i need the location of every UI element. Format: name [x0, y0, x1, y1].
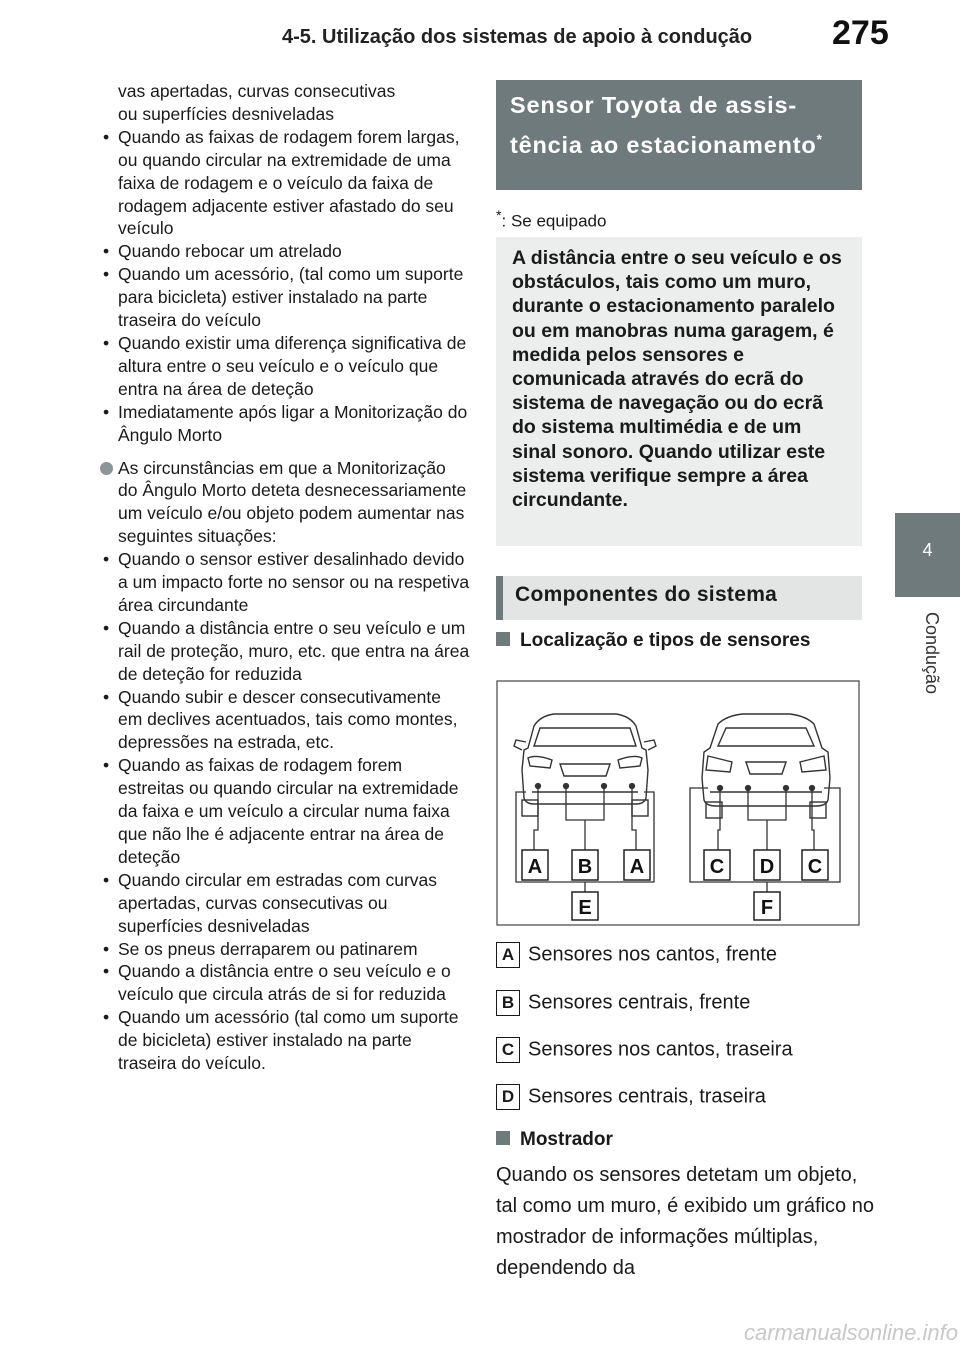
- list-item: • Quando circular em estradas com curvas apertadas, curvas consecutivas ou superfícies desniveladas: [100, 869, 470, 938]
- legend-key-a: A: [496, 942, 520, 968]
- legend-text-d: Sensores centrais, traseira: [528, 1085, 766, 1108]
- watermark: carmanualsonline.info: [743, 1320, 958, 1345]
- square-bullet-icon: [496, 1131, 510, 1145]
- list-item: • Se os pneus derraparem ou patinarem: [100, 938, 470, 961]
- legend-key-c: C: [496, 1037, 520, 1063]
- continued-line-2: ou superfícies desniveladas: [118, 103, 334, 124]
- label-c-left: C: [709, 856, 725, 878]
- intro-text: A distância entre o seu veículo e os obstáculos, tais como um muro, durante o estacionamento paralelo ou em manobras numa garagem, é medida pelos sensores e comunicada através do ecrã do sistema de navegação ou do ecrã do sistema multimédia e de um sinal sonoro. Quando utilizar este sistema verifique sempre a área circundante.: [512, 247, 842, 512]
- intro-box: [496, 237, 862, 546]
- list-item: • Quando um acessório (tal como um suporte de bicicleta) estiver instalado na parte traseira do veículo.: [100, 1006, 470, 1075]
- label-d: D: [759, 856, 775, 878]
- legend-item-a: [496, 942, 777, 970]
- display-paragraph: Quando os sensores detetam um objeto, tal como um muro, é exibido um gráfico no mostrador de informações múltiplas, dependendo da: [496, 1164, 874, 1279]
- left-column: [100, 80, 470, 1075]
- page-number: 275: [832, 14, 889, 52]
- sensor-diagram: [496, 680, 860, 926]
- square-bullet-icon: [496, 632, 510, 646]
- sensor-location-heading-text: Localização e tipos de sensores: [520, 630, 811, 651]
- label-f: F: [760, 897, 774, 919]
- continued-text: [100, 80, 470, 126]
- info-paragraph: [100, 457, 470, 549]
- legend-text-b: Sensores centrais, frente: [528, 991, 751, 1014]
- legend-key-b: B: [496, 990, 520, 1016]
- legend-item-d: [496, 1084, 766, 1112]
- list-item: • Quando um acessório, (tal como um suporte para bicicleta) estiver instalado na parte traseira do veículo: [100, 263, 470, 332]
- label-e: E: [578, 897, 592, 919]
- chapter-label: Condução: [922, 612, 942, 695]
- legend-text-c: Sensores nos cantos, traseira: [528, 1038, 793, 1061]
- footnote: [496, 208, 606, 232]
- legend-item-c: [496, 1037, 793, 1065]
- legend-text-a: Sensores nos cantos, frente: [528, 943, 778, 966]
- list-item: • Quando o sensor estiver desalinhado devido a um impacto forte no sensor ou na respetiva área circundante: [100, 548, 470, 617]
- list-item: • Quando a distância entre o seu veículo e um rail de proteção, muro, etc. que entra na área de deteção for reduzida: [100, 617, 470, 686]
- list-item: • Quando a distância entre o seu veículo e o veículo que circula atrás de si for reduzida: [100, 960, 470, 1006]
- label-c-right: C: [807, 856, 823, 878]
- list-item: • Imediatamente após ligar a Monitorização do Ângulo Morto: [100, 401, 470, 447]
- bullet-list-b: [100, 548, 470, 1075]
- section-title: 4-5. Utilização dos sistemas de apoio à condução: [282, 26, 753, 48]
- label-b: B: [577, 856, 593, 878]
- footnote-marker: *: [496, 208, 502, 224]
- list-item: • Quando as faixas de rodagem forem largas, ou quando circular na extremidade de uma faixa de rodagem e o veículo da faixa de rodagem adjacente estiver afastado do seu veículo: [100, 126, 470, 241]
- label-a-right: A: [629, 856, 645, 878]
- continued-line-1: vas apertadas, curvas consecutivas: [118, 81, 396, 101]
- list-item: • Quando subir e descer consecutivamente em declives acentuados, tais como montes, depressões na estrada, etc.: [100, 686, 470, 755]
- chapter-number: 4: [922, 540, 933, 560]
- list-item: • Quando existir uma diferença significativa de altura entre o seu veículo e o veículo que entra na área de deteção: [100, 332, 470, 401]
- section-heading-marker: *: [816, 131, 823, 147]
- bullet-list-a: [100, 126, 470, 447]
- circle-bullet-icon: [100, 462, 113, 475]
- info-paragraph-text: As circunstâncias em que a Monitorização do Ângulo Morto deteta desnecessariamente um veículo e/ou objeto podem aumentar nas seguintes situações:: [118, 457, 467, 547]
- legend-item-b: [496, 990, 750, 1018]
- list-item: • Quando rebocar um atrelado: [100, 240, 470, 263]
- list-item: • Quando as faixas de rodagem forem estreitas ou quando circular na extremidade da faixa e um veículo a circular numa faixa que não lhe é adjacente entrar na área de deteção: [100, 754, 470, 869]
- footnote-text: : Se equipado: [501, 211, 607, 231]
- display-heading-text: Mostrador: [520, 1129, 613, 1150]
- components-heading: Componentes do sistema: [496, 576, 862, 620]
- display-heading: [496, 1129, 613, 1151]
- legend-key-d: D: [496, 1084, 520, 1110]
- section-heading: [496, 80, 862, 190]
- section-heading-text: Sensor Toyota de assistência ao estacionamento: [510, 92, 817, 158]
- sensor-location-heading: [496, 630, 810, 652]
- label-a-left: A: [527, 856, 543, 878]
